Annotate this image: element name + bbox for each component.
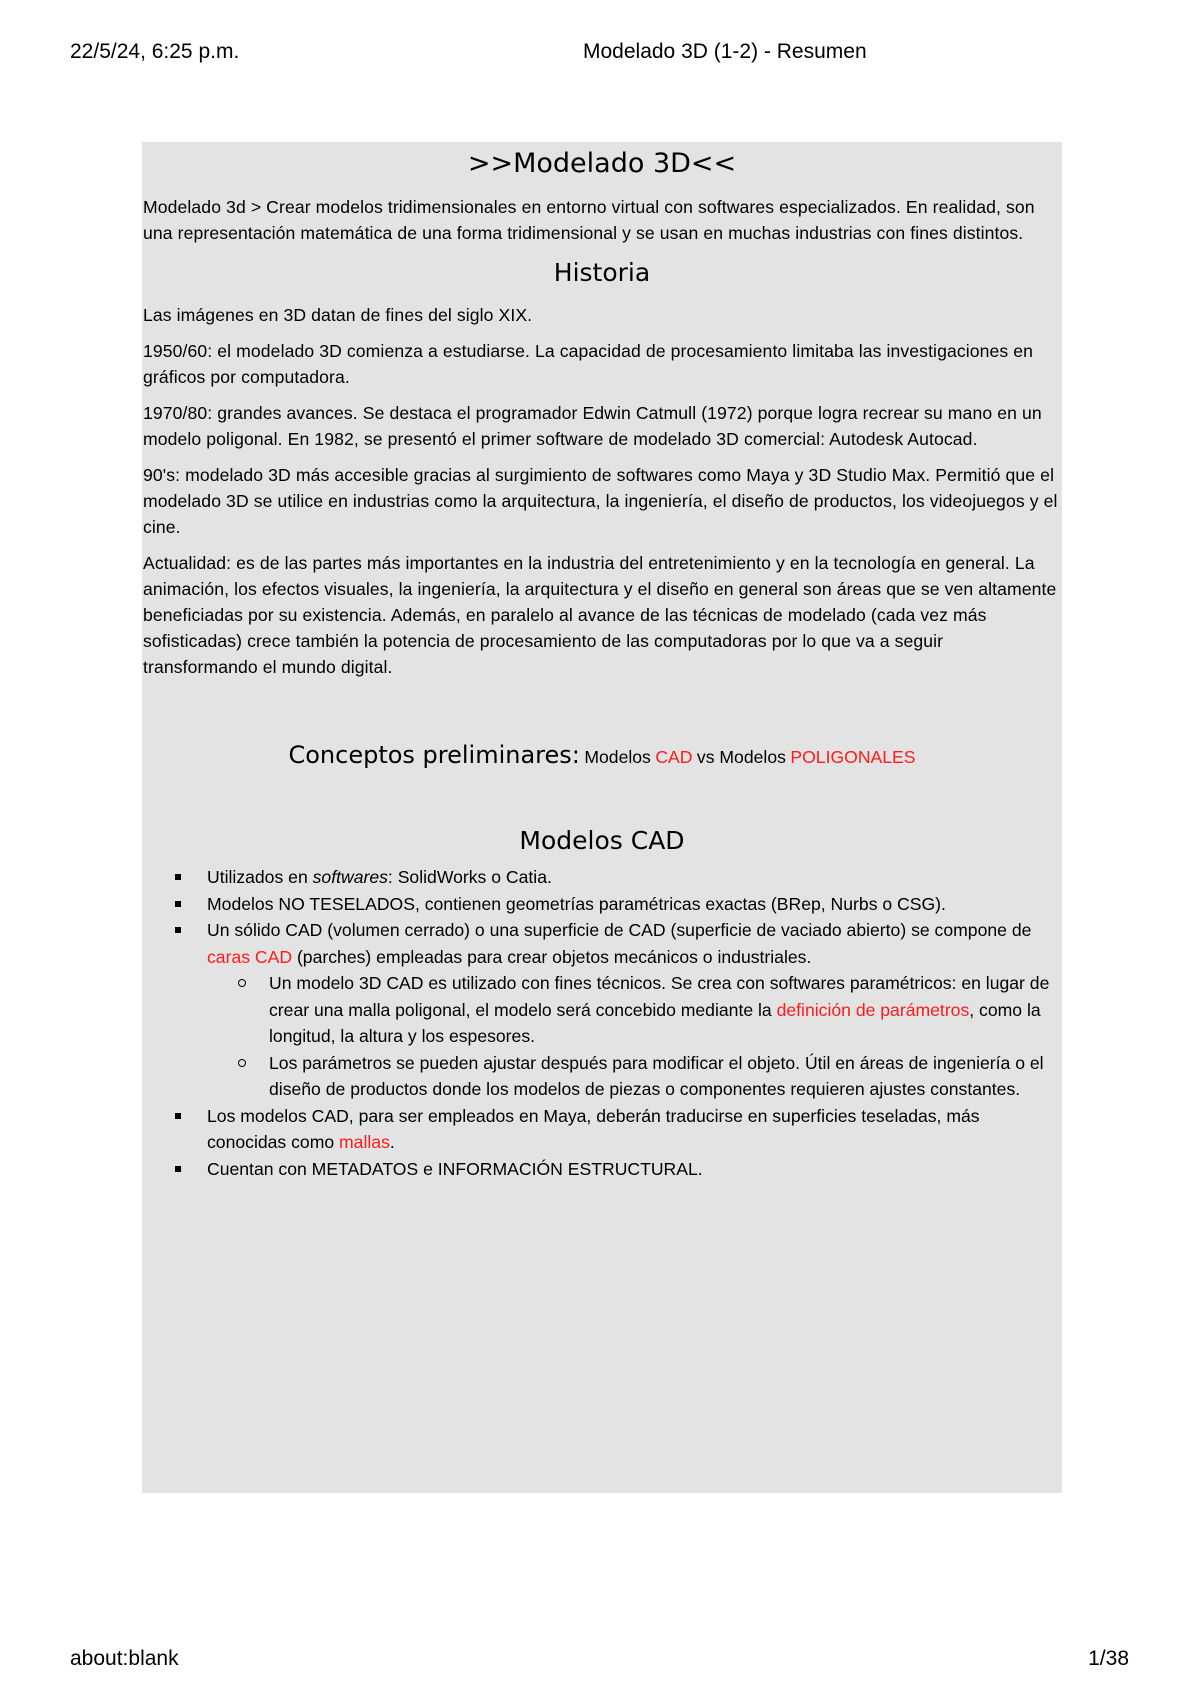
historia-paragraph-1: Las imágenes en 3D datan de fines del siglo XIX. bbox=[143, 305, 533, 325]
bullet-3-text: Un sólido CAD (volumen cerrado) o una superficie de CAD (superficie de vaciado abierto) se compone de bbox=[207, 920, 1032, 940]
list-item: Cuentan con METADATOS e INFORMACIÓN ESTRUCTURAL. bbox=[207, 1156, 1061, 1183]
historia-paragraph-2: 1950/60: el modelado 3D comienza a estudiarse. La capacidad de procesamiento limitaba las investigaciones en gráficos por computadora. bbox=[143, 341, 1034, 387]
list-item bbox=[207, 864, 1061, 891]
list-item bbox=[207, 917, 1061, 1103]
historia-paragraph-5: Actualidad: es de las partes más importantes en la industria del entretenimiento y en la tecnología en general. La animación, los efectos visuales, la ingeniería, la arquitectura y el diseño en general son áreas que se ven altamente beneficiadas por su existencia. Además, en paralelo al avance de las técnicas de modelado (cada vez más sofisticadas) crece también la potencia de procesamiento de las computadoras por lo que va a seguir transformando el mundo digital. bbox=[143, 553, 1057, 677]
concepts-vs-label: vs Modelos bbox=[696, 747, 786, 767]
list-item: Los parámetros se pueden ajustar después para modificar el objeto. Útil en áreas de ingeniería o el diseño de productos donde los modelos de piezas o componentes requieren ajustes constantes. bbox=[269, 1050, 1061, 1103]
document-title: >>Modelado 3D<< bbox=[467, 148, 737, 179]
bullet-4-text: Los modelos CAD, para ser empleados en Maya, deberán traducirse en superficies teseladas, más conocidas como bbox=[207, 1105, 980, 1152]
concepts-cad-label: CAD bbox=[655, 747, 693, 767]
sub-bullet-1-red: definición de parámetros bbox=[776, 999, 970, 1020]
concepts-heading-label: Conceptos preliminares: bbox=[288, 741, 580, 769]
intro-paragraph: Modelado 3d > Crear modelos tridimensionales en entorno virtual con softwares especializados. En realidad, son una representación matemática de una forma tridimensional y se usan en muchas industrias con fines distintos. bbox=[143, 197, 1035, 243]
list-item bbox=[207, 1103, 1061, 1156]
modelos-cad-heading: Modelos CAD bbox=[519, 826, 685, 855]
historia-paragraph-4: 90's: modelado 3D más accesible gracias al surgimiento de softwares como Maya y 3D Studio Max. Permitió que el modelado 3D se utilice en industrias como la arquitectura, la ingeniería, el diseño de productos, los videojuegos y el cine. bbox=[143, 465, 1058, 537]
cad-sub-list bbox=[207, 970, 1061, 1103]
document-panel bbox=[142, 142, 1062, 1493]
sub-bullet-1-text: Un modelo 3D CAD es utilizado con fines técnicos. Se crea con softwares paramétricos: en lugar de crear una malla poligonal, el modelo será concebido mediante la bbox=[269, 973, 1050, 1020]
bullet-3-text-end: (parches) empleadas para crear objetos mecánicos o industriales. bbox=[296, 946, 812, 967]
bullet-4-text-end: . bbox=[389, 1132, 395, 1152]
bullet-4-red: mallas bbox=[339, 1132, 390, 1152]
concepts-heading bbox=[143, 738, 1061, 776]
bullet-1-italic: softwares bbox=[312, 867, 388, 887]
historia-heading: Historia bbox=[553, 258, 651, 287]
sub-bullet-1-text-end: , como la longitud, la altura y los espesores. bbox=[269, 999, 1041, 1046]
print-header-title: Modelado 3D (1-2) - Resumen bbox=[583, 40, 867, 63]
concepts-poligonales-label: POLIGONALES bbox=[790, 747, 916, 767]
bullet-1-text-end: : SolidWorks o Catia. bbox=[387, 867, 552, 887]
print-footer-url: about:blank bbox=[70, 1647, 179, 1670]
cad-bullet-list bbox=[143, 864, 1061, 1182]
historia-paragraph-3: 1970/80: grandes avances. Se destaca el programador Edwin Catmull (1972) porque logra recrear su mano en un modelo poligonal. En 1982, se presentó el primer software de modelado 3D comercial: Autodesk Autocad. bbox=[143, 403, 1042, 449]
print-footer-page-number: 1/38 bbox=[1088, 1647, 1129, 1670]
list-item bbox=[269, 970, 1061, 1050]
bullet-3-red: caras CAD bbox=[207, 946, 293, 967]
bullet-1-text: Utilizados en bbox=[207, 867, 308, 887]
concepts-modelos-label: Modelos bbox=[584, 747, 651, 767]
list-item: Modelos NO TESELADOS, contienen geometrías paramétricas exactas (BRep, Nurbs o CSG). bbox=[207, 891, 1061, 918]
print-header-date: 22/5/24, 6:25 p.m. bbox=[70, 40, 240, 63]
